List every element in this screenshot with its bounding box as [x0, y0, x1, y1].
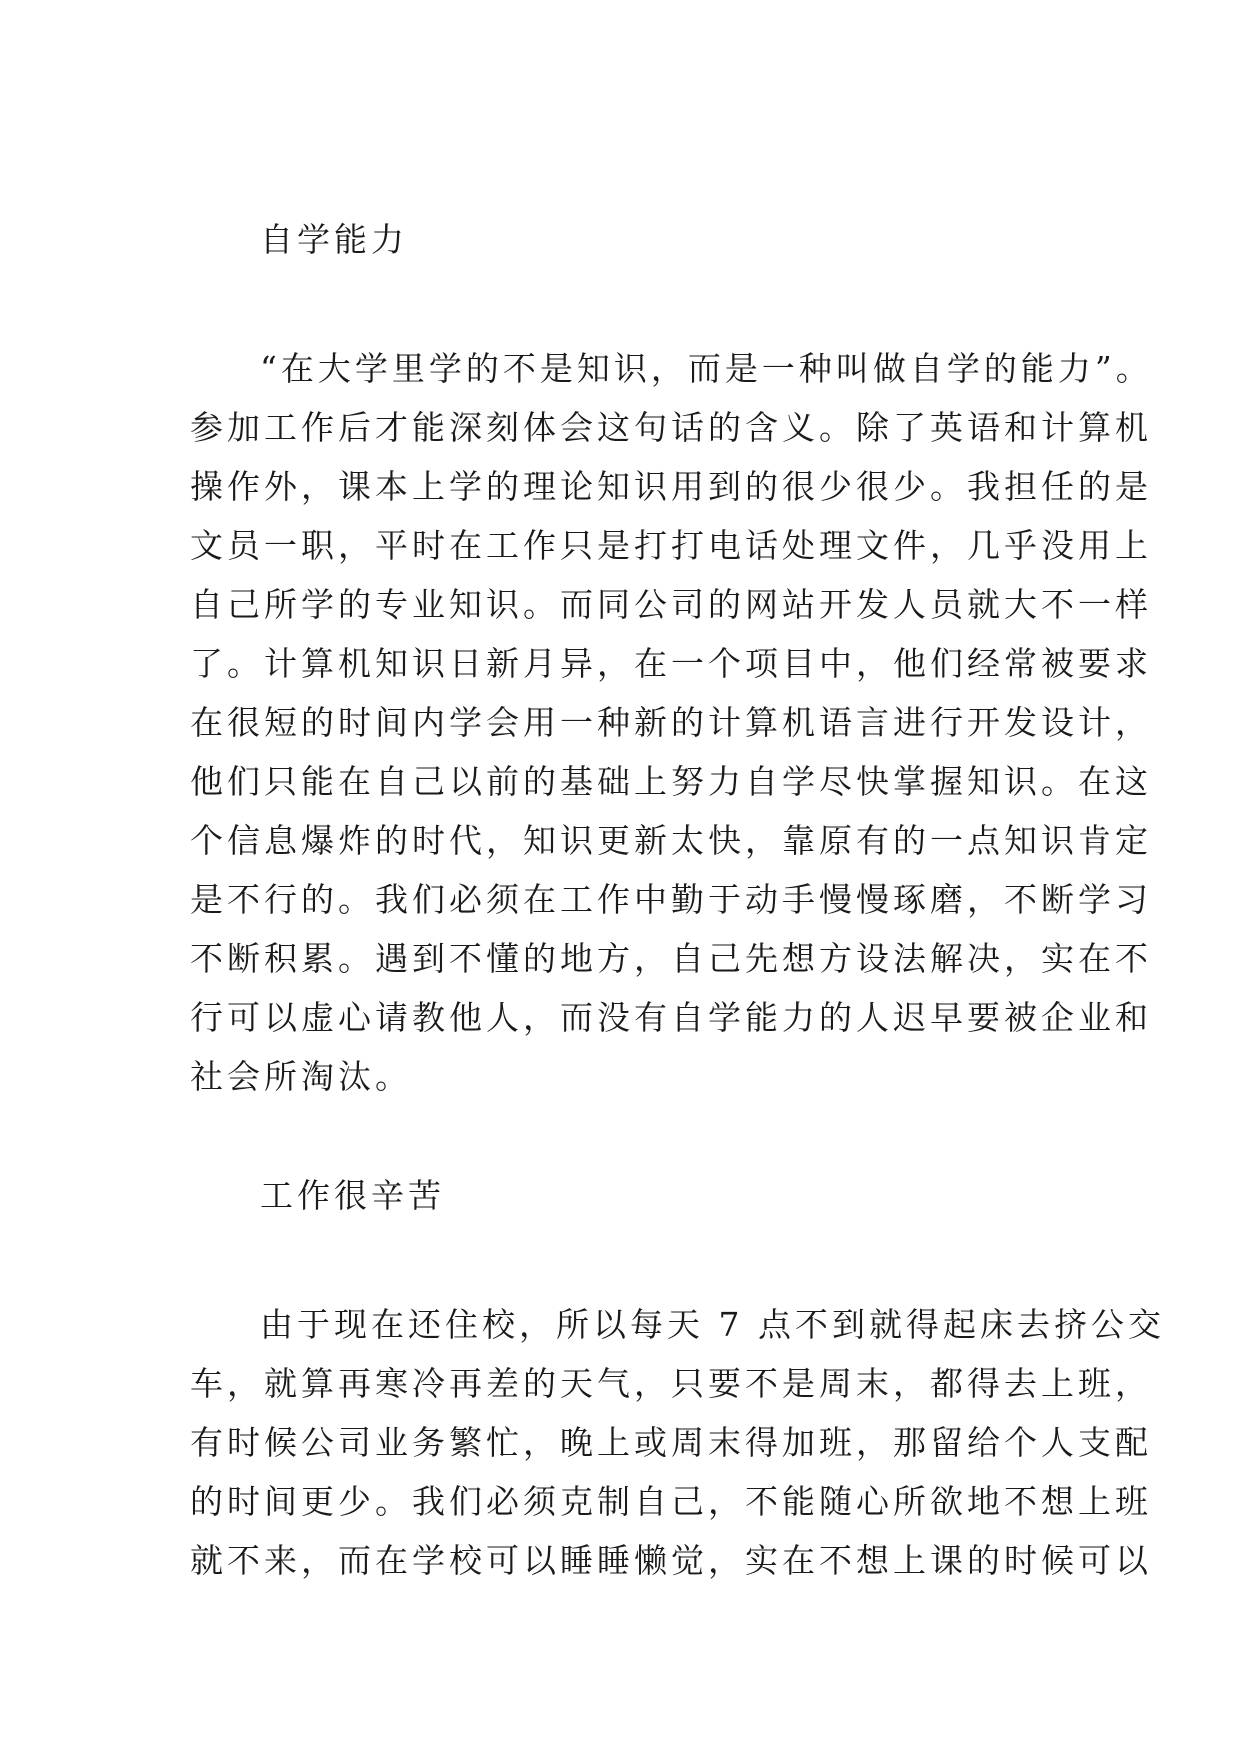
- paragraph-line: 的时间更少。我们必须克制自己，不能随心所欲地不想上班: [190, 1482, 1152, 1521]
- paragraph-line: 他们只能在自己以前的基础上努力自学尽快掌握知识。在这: [190, 762, 1152, 801]
- paragraph-line: 社会所淘汰。: [190, 1057, 412, 1096]
- spacer: [190, 1225, 1052, 1295]
- paragraph-line: 自己所学的专业知识。而同公司的网站开发人员就大不一样: [190, 585, 1152, 624]
- paragraph-line: 个信息爆炸的时代，知识更新太快，靠原有的一点知识肯定: [190, 821, 1152, 860]
- paragraph-line: 由于现在还住校，所以每天 7 点不到就得起床去挤公交: [260, 1305, 1165, 1344]
- paragraph-line: 文员一职，平时在工作只是打打电话处理文件，几乎没用上: [190, 526, 1152, 565]
- paragraph-line: 有时候公司业务繁忙，晚上或周末得加班，那留给个人支配: [190, 1423, 1152, 1462]
- paragraph-line: 不断积累。遇到不懂的地方，自己先想方设法解决，实在不: [190, 939, 1152, 978]
- document-body: [190, 210, 1165, 1590]
- paragraph: [190, 339, 1153, 1106]
- paragraph-line: 在很短的时间内学会用一种新的计算机语言进行开发设计，: [190, 703, 1152, 742]
- section-heading: 工作很辛苦: [260, 1176, 445, 1215]
- paragraph-line: 了。计算机知识日新月异，在一个项目中，他们经常被要求: [190, 644, 1152, 683]
- paragraph: [190, 1295, 1165, 1590]
- section-heading: 自学能力: [260, 220, 408, 259]
- paragraph-line: “在大学里学的不是知识，而是一种叫做自学的能力”。: [260, 349, 1153, 388]
- paragraph-line: 是不行的。我们必须在工作中勤于动手慢慢琢磨，不断学习: [190, 880, 1152, 919]
- spacer: [190, 1106, 1052, 1166]
- paragraph-line: 行可以虚心请教他人，而没有自学能力的人迟早要被企业和: [190, 998, 1152, 1037]
- paragraph-line: 车，就算再寒冷再差的天气，只要不是周末，都得去上班，: [190, 1364, 1152, 1403]
- spacer: [190, 269, 1052, 339]
- paragraph-line: 就不来，而在学校可以睡睡懒觉，实在不想上课的时候可以: [190, 1541, 1152, 1580]
- paragraph-line: 操作外，课本上学的理论知识用到的很少很少。我担任的是: [190, 467, 1152, 506]
- paragraph-line: 参加工作后才能深刻体会这句话的含义。除了英语和计算机: [190, 408, 1152, 447]
